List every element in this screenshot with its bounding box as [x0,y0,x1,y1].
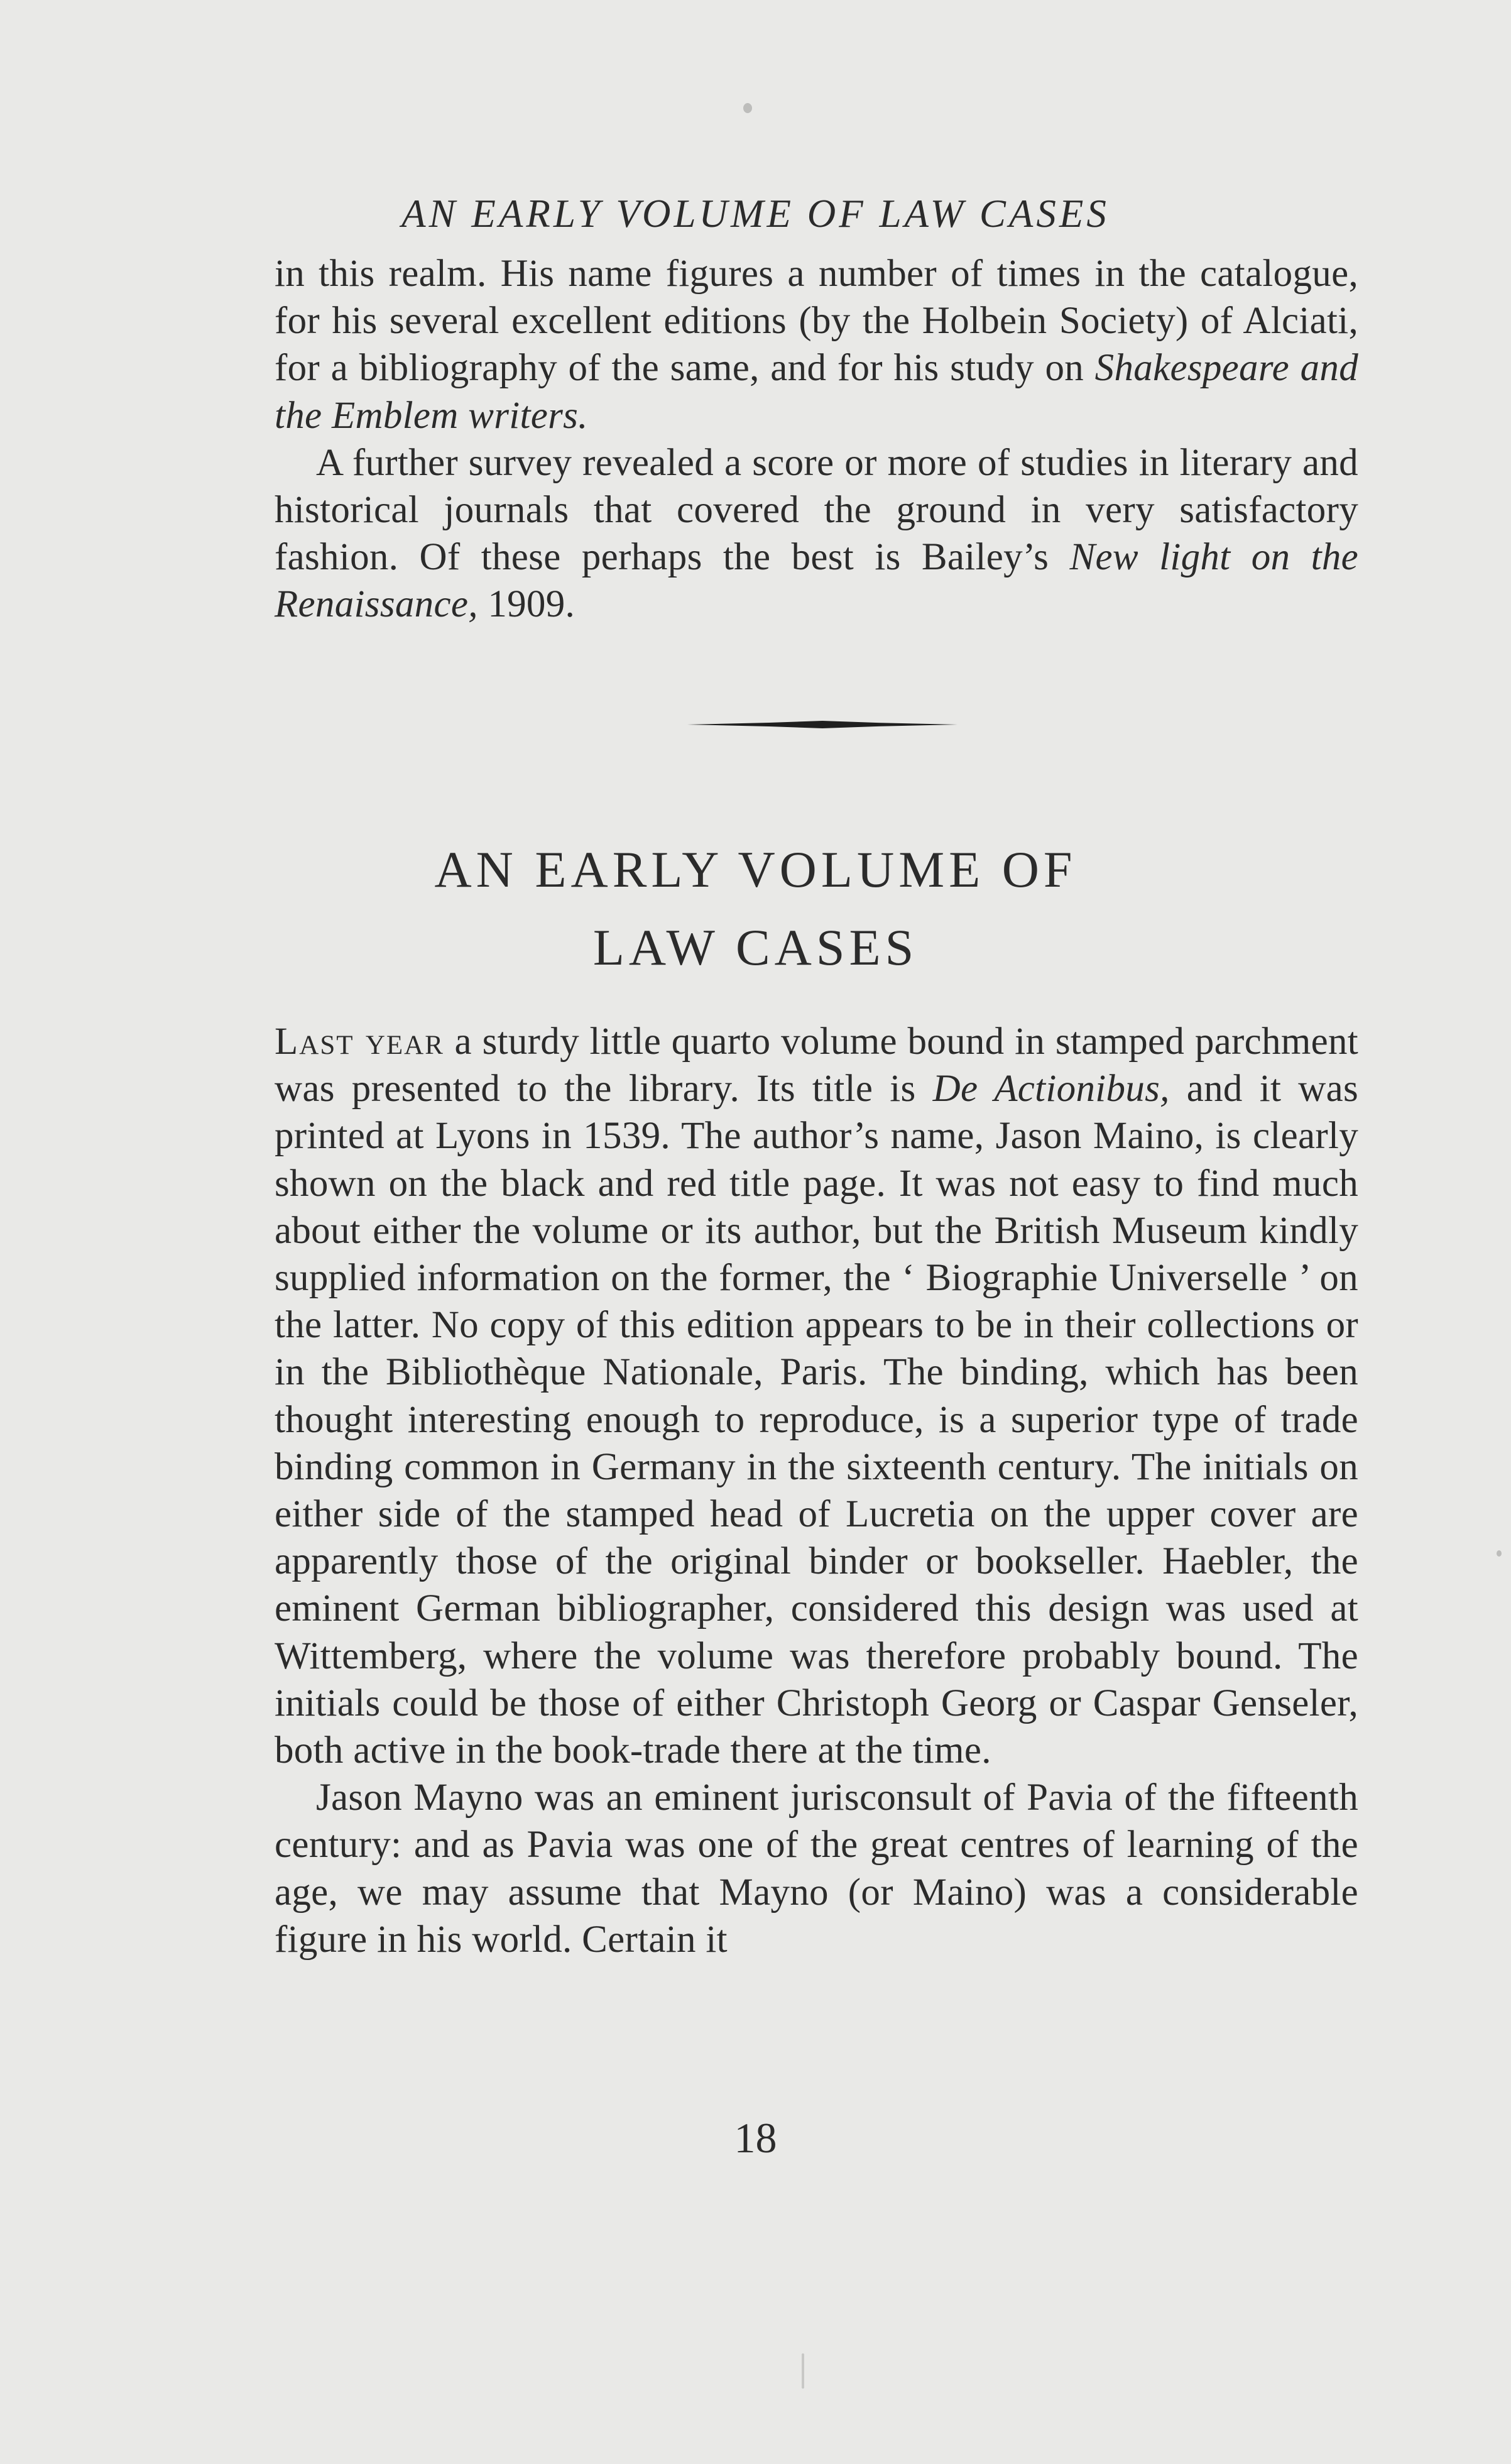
small-caps-lead: Last year [275,1021,444,1063]
text-run: A further survey revealed a score or more of studies in literary and historical journals that covered the ground in very satisfactory fashion. Of these perhaps the best is Bailey’s [275,441,1358,579]
running-head: AN EARLY VOLUME OF LAW CASES [401,192,1110,236]
paragraph [275,439,1358,628]
page-number: 18 [734,2114,777,2162]
text-run: 1909. [477,583,575,626]
ink-speck [1497,1550,1502,1557]
continued-text [275,250,1358,628]
paragraph [275,250,1358,439]
italic-title: New light on the Renaissance, [275,536,1358,626]
paragraph [275,1018,1358,1774]
text-run: in this realm. His name figures a number of times in the catalogue, for his several excellent editions (by the Holbein Society) of Alciati, for a bibliography of the same, and for his study on [275,253,1358,390]
italic-title: Shakespeare and the Emblem writers. [275,347,1358,437]
paragraph: Jason Mayno was an eminent jurisconsult of Pavia of the fifteenth century: and as Pavia was one of the great centres of learning of the age, we may assume that Mayno (or Maino) was a considerable figure in his world. Certain it [275,1777,1358,1961]
article-title-line-1: AN EARLY VOLUME OF [434,841,1077,898]
text-run: a sturdy little quarto volume bound in stamped parchment was presented to the library. Its title is [275,1021,1358,1110]
italic-title: De Actionibus, [932,1068,1170,1110]
article-title-line-2: LAW CASES [592,919,919,976]
tapered-rule-ornament-icon [687,718,957,731]
ink-speck [743,103,752,113]
paper-mark [802,2353,804,2389]
article-title [0,831,1511,987]
text-run: and it was printed at Lyons in 1539. The author’s name, Jason Maino, is clearly shown on the black and red title page. It was not easy to find much about either the volume or its author, but the British Museum kindly supplied information on the former, the ‘ Biographie Universelle ’ on the latter. No copy of this edition appears to be in their collections or in the Bibliothèque Nationale, Paris. The binding, which has been thought interesting enough to reproduce, is a superior type of trade binding common in Germany in the sixteenth century. The initials on either side of the stamped head of Lucretia on the upper cover are apparently those of the original binder or bookseller. Haebler, the eminent German bibliographer, considered this design was used at Wittemberg, where the volume was therefore probably bound. The initials could be those of either Christoph Georg or Caspar Genseler, both active in the book-trade there at the time. [275,1068,1358,1772]
article-body [275,1018,1358,1963]
